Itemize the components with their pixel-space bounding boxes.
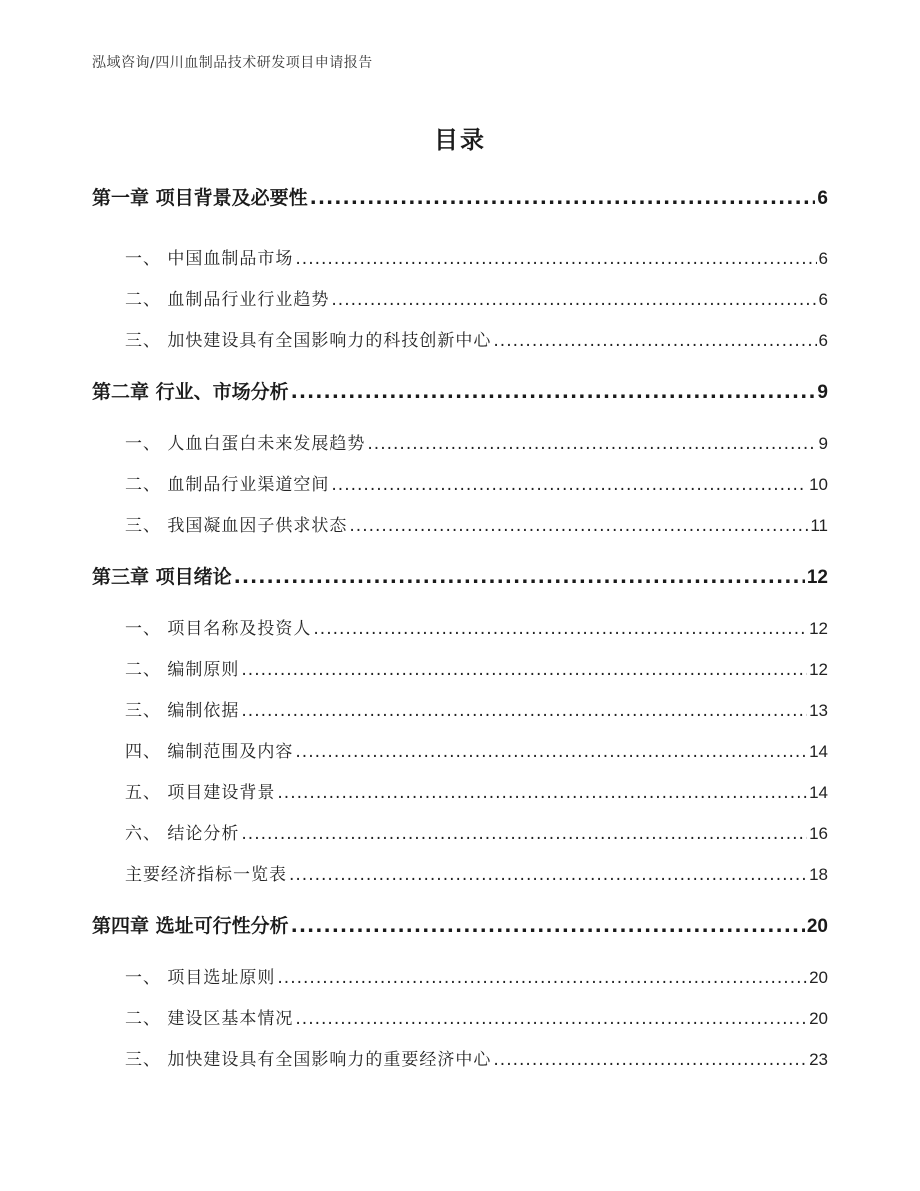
toc-page-number: 11 <box>810 516 828 535</box>
toc-entry-label: 二、 建设区基本情况 <box>125 1009 294 1029</box>
toc-leader-dots <box>313 619 807 639</box>
toc-page-number: 13 <box>809 701 828 720</box>
toc-section[interactable] <box>92 819 828 847</box>
toc-leader-dots <box>295 249 816 269</box>
running-header: 泓域咨询/四川血制品技术研发项目申请报告 <box>92 55 373 71</box>
toc-leader-dots <box>234 566 805 588</box>
toc-entry-label: 一、 项目名称及投资人 <box>125 619 312 639</box>
toc-leader-dots <box>241 701 807 721</box>
toc-entry-label: 六、 结论分析 <box>125 824 240 844</box>
toc-leader-dots <box>289 865 807 885</box>
toc-leader-dots <box>295 1009 807 1029</box>
toc-leader-dots <box>241 660 807 680</box>
toc-page-number: 12 <box>806 567 828 588</box>
toc-entry-label: 一、 项目选址原则 <box>125 968 276 988</box>
toc-page-number: 23 <box>809 1050 828 1069</box>
toc-entry-label: 三、 加快建设具有全国影响力的重要经济中心 <box>125 1050 492 1070</box>
toc-entry-label: 第一章 项目背景及必要性 <box>92 187 308 209</box>
toc-chapter-2[interactable] <box>92 377 828 405</box>
toc-page-number: 20 <box>809 968 828 987</box>
toc-page-number: 18 <box>809 865 828 884</box>
toc-entry-label: 五、 项目建设背景 <box>125 783 276 803</box>
toc-leader-dots <box>277 968 807 988</box>
toc-leader-dots <box>241 824 807 844</box>
toc-entry-label: 四、 编制范围及内容 <box>125 742 294 762</box>
toc-entry-label: 三、 编制依据 <box>125 701 240 721</box>
toc-entry-label: 第三章 项目绪论 <box>92 566 232 588</box>
toc-title: 目录 <box>434 126 486 154</box>
toc-leader-dots <box>277 783 807 803</box>
toc-entry-label: 一、 人血白蛋白未来发展趋势 <box>125 434 366 454</box>
toc-chapter-4[interactable] <box>92 911 828 939</box>
toc-entry-label: 一、 中国血制品市场 <box>125 249 294 269</box>
toc-page-number: 14 <box>809 742 828 761</box>
toc-section[interactable] <box>92 326 828 354</box>
toc-section[interactable] <box>92 470 828 498</box>
toc-section[interactable] <box>92 655 828 683</box>
toc-section[interactable] <box>92 963 828 991</box>
toc-page-number: 12 <box>809 660 828 679</box>
toc-section[interactable] <box>92 737 828 765</box>
toc-leader-dots <box>310 187 816 209</box>
toc-section[interactable] <box>92 511 828 539</box>
toc-entry-label: 主要经济指标一览表 <box>125 865 287 885</box>
toc-section[interactable] <box>92 1045 828 1073</box>
toc-page-number: 9 <box>818 434 828 453</box>
toc-page-number: 6 <box>817 188 828 209</box>
toc-entry-label: 三、 我国凝血因子供求状态 <box>125 516 348 536</box>
toc-page-number: 12 <box>809 619 828 638</box>
toc-entry-label: 二、 血制品行业行业趋势 <box>125 290 330 310</box>
toc-leader-dots <box>331 475 807 495</box>
toc-leader-dots <box>295 742 807 762</box>
toc-page-number: 6 <box>818 249 828 268</box>
toc-page-number: 16 <box>809 824 828 843</box>
toc-page-number: 20 <box>809 1009 828 1028</box>
toc-section[interactable] <box>92 778 828 806</box>
toc-leader-dots <box>331 290 816 310</box>
toc-section[interactable] <box>92 429 828 457</box>
toc-leader-dots <box>349 516 808 536</box>
toc-page-number: 10 <box>809 475 828 494</box>
toc-leader-dots <box>291 381 816 403</box>
toc-entry-label: 二、 血制品行业渠道空间 <box>125 475 330 495</box>
toc-entry-label: 第二章 行业、市场分析 <box>92 381 289 403</box>
toc-page-number: 6 <box>818 290 828 309</box>
toc-section[interactable] <box>92 285 828 313</box>
toc-section[interactable] <box>92 860 828 888</box>
toc-section[interactable] <box>92 1004 828 1032</box>
toc-section[interactable] <box>92 696 828 724</box>
toc-leader-dots <box>493 1050 807 1070</box>
toc-chapter-1[interactable] <box>92 183 828 211</box>
toc-leader-dots <box>493 331 816 351</box>
toc-leader-dots <box>291 915 805 937</box>
toc-page-number: 14 <box>809 783 828 802</box>
toc-section[interactable] <box>92 614 828 642</box>
toc-page-number: 20 <box>806 916 828 937</box>
toc-entry-label: 二、 编制原则 <box>125 660 240 680</box>
toc-entry-label: 第四章 选址可行性分析 <box>92 915 289 937</box>
toc-section[interactable] <box>92 244 828 272</box>
toc-entry-label: 三、 加快建设具有全国影响力的科技创新中心 <box>125 331 492 351</box>
toc-page-number: 9 <box>817 382 828 403</box>
toc-chapter-3[interactable] <box>92 562 828 590</box>
toc-page-number: 6 <box>818 331 828 350</box>
toc-leader-dots <box>367 434 816 454</box>
